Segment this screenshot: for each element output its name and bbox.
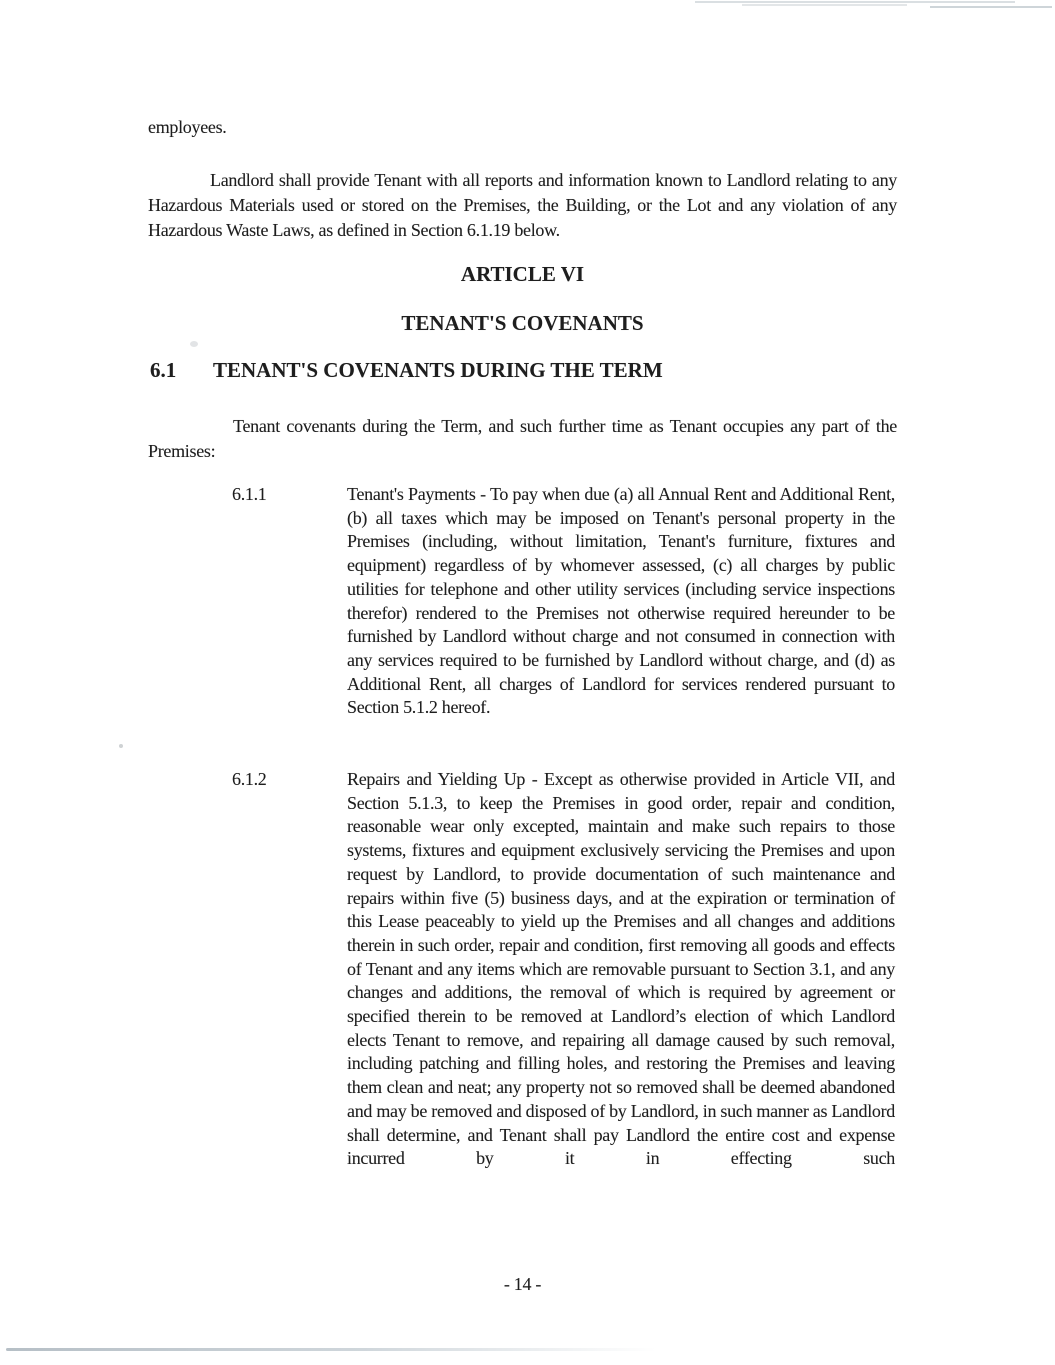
- scan-artifact-bottom-line: [6, 1348, 656, 1351]
- continuation-text: employees.: [148, 117, 227, 137]
- subsection-number: 6.1.1: [232, 484, 267, 504]
- intro-paragraph: Landlord shall provide Tenant with all reports and information known to Landlord relating to any Hazardous Materials used or stored on the Premises, the Building, or the Lot and any violation of any Hazardous Waste Laws, as defined in Section 6.1.19 below.: [148, 170, 897, 240]
- subsection-number: 6.1.2: [232, 769, 267, 789]
- page-number: - 14 -: [503, 1274, 542, 1294]
- scan-artifact-top-line: [695, 1, 1015, 3]
- subsection-body: Tenant's Payments - To pay when due (a) all Annual Rent and Additional Rent, (b) all taxes which may be imposed on Tenant's personal property in the Premises (including, without limitation, Tenant's furniture, fixtures and equipment) regardless of by whomever assessed, (c) all charges by public utilities for telephone and other utility services (including service inspections therefor) rendered to the Premises not otherwise required hereunder to be furnished by Landlord without charge and not consumed in connection with any services required to be furnished by Landlord without charge, and (d) as Additional Rent, all charges of Landlord for services rendered pursuant to Section 5.1.2 hereof.: [347, 484, 895, 718]
- article-title: ARTICLE VI: [460, 262, 585, 286]
- scan-artifact-top-line: [930, 6, 1052, 8]
- scan-speck: [190, 341, 198, 347]
- scan-artifact-top-line: [742, 4, 907, 6]
- section-number: 6.1: [150, 358, 177, 382]
- section-heading: TENANT'S COVENANTS DURING THE TERM: [213, 358, 663, 382]
- article-subtitle: TENANT'S COVENANTS: [401, 311, 644, 335]
- scan-speck: [119, 744, 123, 748]
- subsection-body: Repairs and Yielding Up - Except as otherwise provided in Article VII, and Section 5.1.3, to keep the Premises in good order, repair and condition, reasonable wear only excepted, maintain and make such repairs to those systems, fixtures and equipment exclusively servicing the Premises and upon request by Landlord, to provide documentation of such maintenance and repairs within five (5) business days, and at the expiration or termination of this Lease peaceably to yield up the Premises and all changes and additions therein in such order, repair and condition, first removing all goods and effects of Tenant and any items which are removable pursuant to Section 3.1, and any changes and additions, the removal of which is required by agreement or specified therein to be removed at Landlord’s election of which Landlord elects Tenant to remove, and repairing all damage caused by such removal, including patching and filling holes, and restoring the Premises and leaving them clean and neat; any property not so removed shall be deemed abandoned and may be removed and disposed of by Landlord, in such manner as Landlord shall determine, and Tenant shall pay Landlord the entire cost and expense incurred by it in effecting such: [347, 769, 895, 1169]
- section-lead-in: Tenant covenants during the Term, and such further time as Tenant occupies any part of the Premises:: [148, 416, 897, 461]
